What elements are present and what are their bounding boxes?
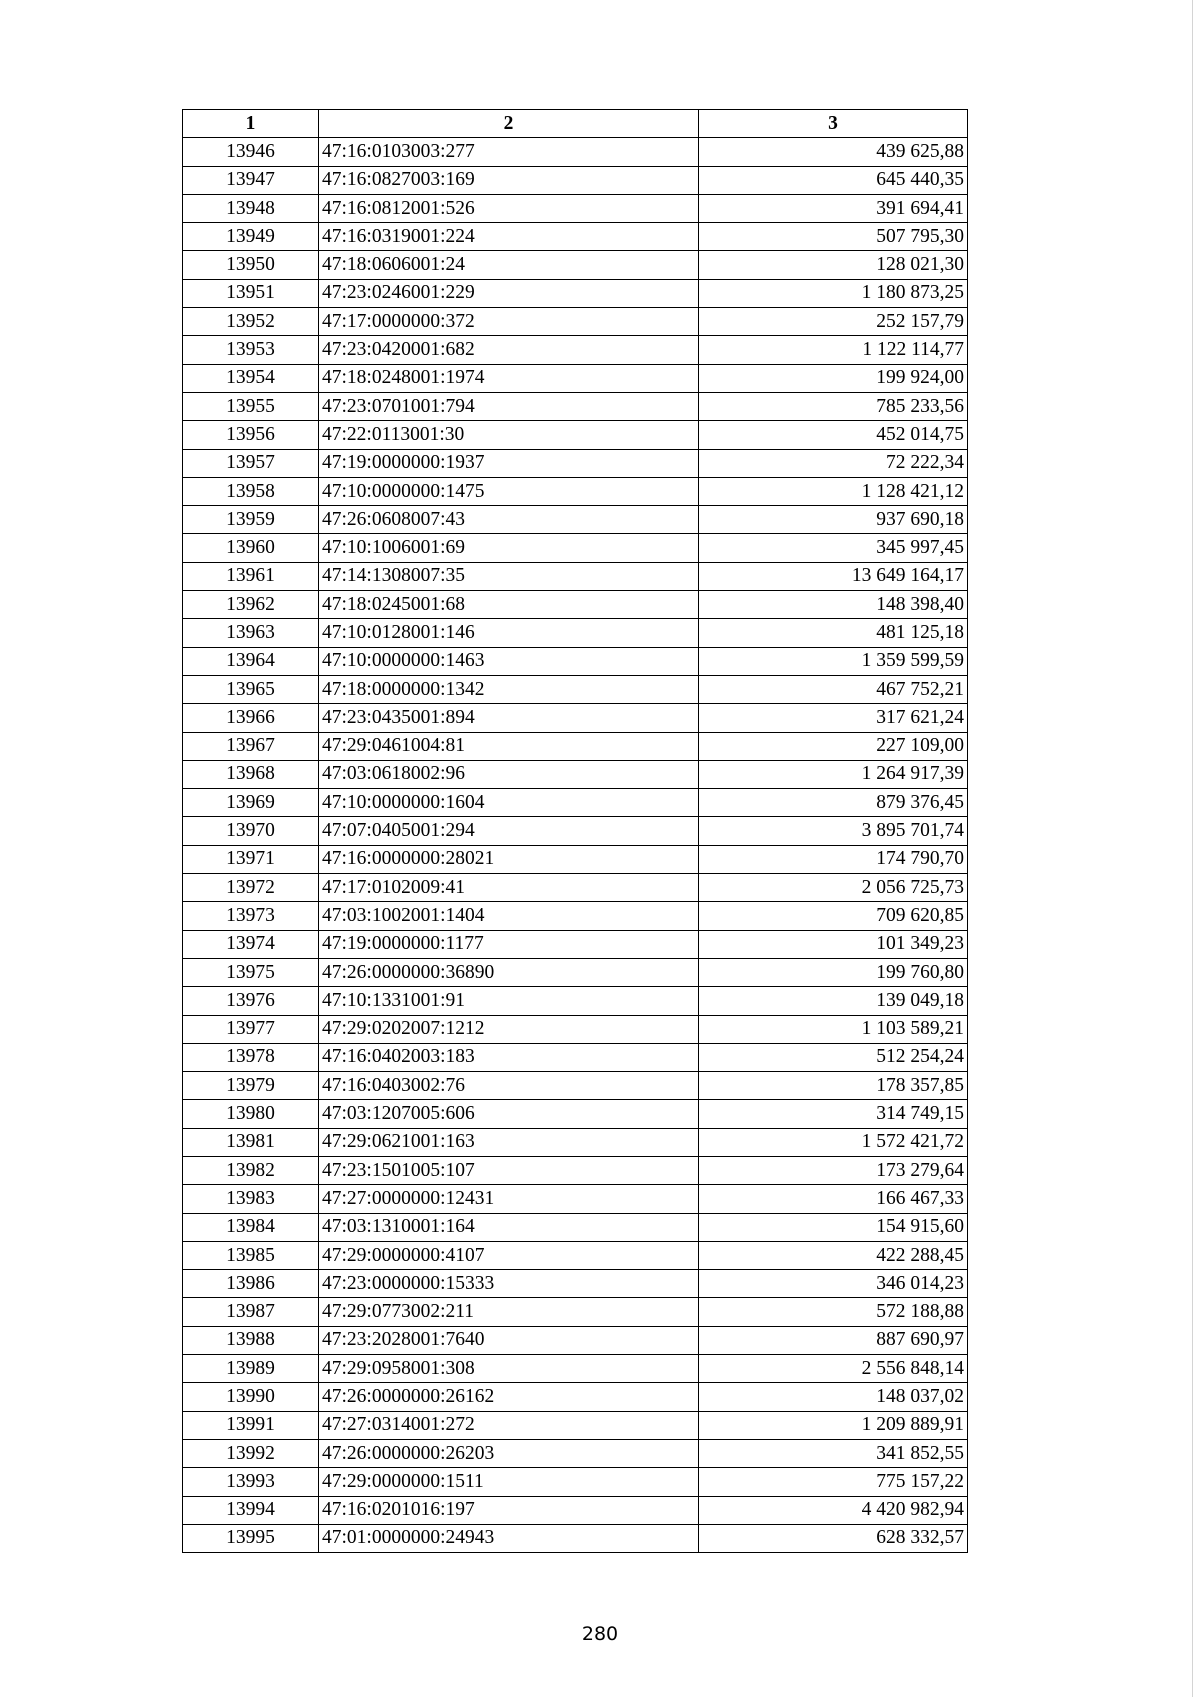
value-cell: 199 924,00 [699, 364, 968, 392]
row-number-cell: 13974 [183, 930, 319, 958]
value-cell: 709 620,85 [699, 902, 968, 930]
value-cell: 4 420 982,94 [699, 1496, 968, 1524]
value-cell: 128 021,30 [699, 251, 968, 279]
value-cell: 1 128 421,12 [699, 477, 968, 505]
value-cell: 178 357,85 [699, 1072, 968, 1100]
row-number-cell: 13993 [183, 1468, 319, 1496]
cadastral-number-cell: 47:16:0812001:526 [319, 194, 699, 222]
table-row [183, 1468, 968, 1496]
value-cell: 645 440,35 [699, 166, 968, 194]
cadastral-number-cell: 47:16:0201016:197 [319, 1496, 699, 1524]
table-row [183, 336, 968, 364]
cadastral-number-cell: 47:29:0773002:211 [319, 1298, 699, 1326]
row-number-cell: 13966 [183, 704, 319, 732]
table-row [183, 1185, 968, 1213]
cadastral-number-cell: 47:23:1501005:107 [319, 1156, 699, 1184]
row-number-cell: 13979 [183, 1072, 319, 1100]
row-number-cell: 13989 [183, 1355, 319, 1383]
cadastral-number-cell: 47:23:2028001:7640 [319, 1326, 699, 1354]
value-cell: 101 349,23 [699, 930, 968, 958]
table-row [183, 1326, 968, 1354]
cadastral-number-cell: 47:01:0000000:24943 [319, 1524, 699, 1552]
table-row [183, 308, 968, 336]
row-number-cell: 13988 [183, 1326, 319, 1354]
row-number-cell: 13995 [183, 1524, 319, 1552]
row-number-cell: 13958 [183, 477, 319, 505]
value-cell: 227 109,00 [699, 732, 968, 760]
value-cell: 507 795,30 [699, 223, 968, 251]
value-cell: 341 852,55 [699, 1439, 968, 1467]
table-row [183, 1270, 968, 1298]
cadastral-number-cell: 47:23:0435001:894 [319, 704, 699, 732]
cadastral-number-cell: 47:26:0608007:43 [319, 506, 699, 534]
cadastral-number-cell: 47:18:0606001:24 [319, 251, 699, 279]
cadastral-number-cell: 47:29:0000000:4107 [319, 1241, 699, 1269]
row-number-cell: 13971 [183, 845, 319, 873]
cadastral-number-cell: 47:26:0000000:26162 [319, 1383, 699, 1411]
cadastral-number-cell: 47:18:0245001:68 [319, 591, 699, 619]
table-row [183, 958, 968, 986]
value-cell: 481 125,18 [699, 619, 968, 647]
cadastral-number-cell: 47:16:0000000:28021 [319, 845, 699, 873]
table-row [183, 647, 968, 675]
cadastral-number-cell: 47:16:0319001:224 [319, 223, 699, 251]
cadastral-number-cell: 47:16:0103003:277 [319, 138, 699, 166]
value-cell: 72 222,34 [699, 449, 968, 477]
cadastral-number-cell: 47:17:0102009:41 [319, 874, 699, 902]
value-cell: 166 467,33 [699, 1185, 968, 1213]
cadastral-number-cell: 47:26:0000000:26203 [319, 1439, 699, 1467]
row-number-cell: 13964 [183, 647, 319, 675]
table-row [183, 845, 968, 873]
row-number-cell: 13965 [183, 675, 319, 703]
cadastral-number-cell: 47:27:0314001:272 [319, 1411, 699, 1439]
value-cell: 1 264 917,39 [699, 760, 968, 788]
value-cell: 467 752,21 [699, 675, 968, 703]
table-row [183, 732, 968, 760]
value-cell: 1 180 873,25 [699, 279, 968, 307]
row-number-cell: 13950 [183, 251, 319, 279]
row-number-cell: 13975 [183, 958, 319, 986]
value-cell: 148 037,02 [699, 1383, 968, 1411]
table-row [183, 506, 968, 534]
value-cell: 199 760,80 [699, 958, 968, 986]
value-cell: 1 209 889,91 [699, 1411, 968, 1439]
row-number-cell: 13963 [183, 619, 319, 647]
table-row [183, 930, 968, 958]
cadastral-number-cell: 47:27:0000000:12431 [319, 1185, 699, 1213]
row-number-cell: 13973 [183, 902, 319, 930]
value-cell: 13 649 164,17 [699, 562, 968, 590]
value-cell: 346 014,23 [699, 1270, 968, 1298]
table-row [183, 1298, 968, 1326]
cadastral-number-cell: 47:10:0128001:146 [319, 619, 699, 647]
table-row [183, 449, 968, 477]
table-row [183, 1100, 968, 1128]
row-number-cell: 13955 [183, 392, 319, 420]
table-body [183, 138, 968, 1553]
row-number-cell: 13978 [183, 1043, 319, 1071]
row-number-cell: 13967 [183, 732, 319, 760]
value-cell: 148 398,40 [699, 591, 968, 619]
cadastral-number-cell: 47:29:0202007:1212 [319, 1015, 699, 1043]
table-row [183, 1015, 968, 1043]
table-row [183, 279, 968, 307]
cadastral-number-cell: 47:29:0958001:308 [319, 1355, 699, 1383]
cadastral-number-cell: 47:16:0402003:183 [319, 1043, 699, 1071]
row-number-cell: 13970 [183, 817, 319, 845]
table-row [183, 364, 968, 392]
row-number-cell: 13948 [183, 194, 319, 222]
column-header-1: 1 [183, 110, 319, 138]
row-number-cell: 13956 [183, 421, 319, 449]
table-row [183, 1439, 968, 1467]
table-row [183, 1383, 968, 1411]
table-row [183, 1213, 968, 1241]
row-number-cell: 13984 [183, 1213, 319, 1241]
value-cell: 391 694,41 [699, 194, 968, 222]
value-cell: 572 188,88 [699, 1298, 968, 1326]
row-number-cell: 13992 [183, 1439, 319, 1467]
column-header-2: 2 [319, 110, 699, 138]
row-number-cell: 13949 [183, 223, 319, 251]
cadastral-number-cell: 47:03:1207005:606 [319, 1100, 699, 1128]
table-row [183, 477, 968, 505]
column-header-3: 3 [699, 110, 968, 138]
table-row [183, 760, 968, 788]
row-number-cell: 13985 [183, 1241, 319, 1269]
value-cell: 173 279,64 [699, 1156, 968, 1184]
cadastral-number-cell: 47:23:0701001:794 [319, 392, 699, 420]
value-cell: 345 997,45 [699, 534, 968, 562]
row-number-cell: 13960 [183, 534, 319, 562]
cadastral-number-cell: 47:18:0000000:1342 [319, 675, 699, 703]
row-number-cell: 13977 [183, 1015, 319, 1043]
cadastral-number-cell: 47:14:1308007:35 [319, 562, 699, 590]
cadastral-number-cell: 47:29:0000000:1511 [319, 1468, 699, 1496]
cadastral-number-cell: 47:10:1006001:69 [319, 534, 699, 562]
table-row [183, 194, 968, 222]
row-number-cell: 13968 [183, 760, 319, 788]
table-row [183, 591, 968, 619]
cadastral-number-cell: 47:19:0000000:1177 [319, 930, 699, 958]
row-number-cell: 13986 [183, 1270, 319, 1298]
table-row [183, 874, 968, 902]
value-cell: 2 556 848,14 [699, 1355, 968, 1383]
value-cell: 154 915,60 [699, 1213, 968, 1241]
cadastral-number-cell: 47:23:0000000:15333 [319, 1270, 699, 1298]
value-cell: 1 103 589,21 [699, 1015, 968, 1043]
cadastral-number-cell: 47:17:0000000:372 [319, 308, 699, 336]
cadastral-number-cell: 47:10:1331001:91 [319, 987, 699, 1015]
row-number-cell: 13961 [183, 562, 319, 590]
cadastral-number-cell: 47:16:0827003:169 [319, 166, 699, 194]
value-cell: 452 014,75 [699, 421, 968, 449]
cadastral-number-cell: 47:23:0246001:229 [319, 279, 699, 307]
cadastral-number-cell: 47:03:1002001:1404 [319, 902, 699, 930]
value-cell: 775 157,22 [699, 1468, 968, 1496]
value-cell: 2 056 725,73 [699, 874, 968, 902]
table-row [183, 562, 968, 590]
cadastral-number-cell: 47:23:0420001:682 [319, 336, 699, 364]
table-row [183, 166, 968, 194]
table-row [183, 1355, 968, 1383]
cadastral-number-cell: 47:03:1310001:164 [319, 1213, 699, 1241]
cadastral-number-cell: 47:10:0000000:1604 [319, 789, 699, 817]
table-row [183, 817, 968, 845]
table-row [183, 1496, 968, 1524]
table-row [183, 987, 968, 1015]
value-cell: 439 625,88 [699, 138, 968, 166]
table-row [183, 619, 968, 647]
table-row [183, 251, 968, 279]
row-number-cell: 13962 [183, 591, 319, 619]
row-number-cell: 13980 [183, 1100, 319, 1128]
row-number-cell: 13959 [183, 506, 319, 534]
value-cell: 252 157,79 [699, 308, 968, 336]
row-number-cell: 13983 [183, 1185, 319, 1213]
table-row [183, 534, 968, 562]
table-row [183, 1524, 968, 1552]
row-number-cell: 13991 [183, 1411, 319, 1439]
table-row [183, 421, 968, 449]
table-row [183, 1156, 968, 1184]
cadastral-number-cell: 47:07:0405001:294 [319, 817, 699, 845]
cadastral-number-cell: 47:18:0248001:1974 [319, 364, 699, 392]
value-cell: 314 749,15 [699, 1100, 968, 1128]
cadastral-number-cell: 47:19:0000000:1937 [319, 449, 699, 477]
row-number-cell: 13990 [183, 1383, 319, 1411]
cadastral-number-cell: 47:10:0000000:1463 [319, 647, 699, 675]
registry-table [182, 109, 968, 1553]
row-number-cell: 13969 [183, 789, 319, 817]
value-cell: 139 049,18 [699, 987, 968, 1015]
table-row [183, 392, 968, 420]
row-number-cell: 13946 [183, 138, 319, 166]
table-row [183, 1241, 968, 1269]
table-header-row [183, 110, 968, 138]
cadastral-number-cell: 47:26:0000000:36890 [319, 958, 699, 986]
row-number-cell: 13981 [183, 1128, 319, 1156]
row-number-cell: 13952 [183, 308, 319, 336]
value-cell: 1 359 599,59 [699, 647, 968, 675]
row-number-cell: 13976 [183, 987, 319, 1015]
value-cell: 887 690,97 [699, 1326, 968, 1354]
value-cell: 422 288,45 [699, 1241, 968, 1269]
cadastral-number-cell: 47:10:0000000:1475 [319, 477, 699, 505]
value-cell: 879 376,45 [699, 789, 968, 817]
cadastral-number-cell: 47:16:0403002:76 [319, 1072, 699, 1100]
row-number-cell: 13954 [183, 364, 319, 392]
row-number-cell: 13947 [183, 166, 319, 194]
table-row [183, 138, 968, 166]
page-edge-divider [1192, 0, 1193, 1697]
cadastral-number-cell: 47:22:0113001:30 [319, 421, 699, 449]
value-cell: 317 621,24 [699, 704, 968, 732]
table-row [183, 789, 968, 817]
value-cell: 174 790,70 [699, 845, 968, 873]
page-number: 280 [581, 1623, 619, 1645]
row-number-cell: 13953 [183, 336, 319, 364]
table-row [183, 704, 968, 732]
value-cell: 937 690,18 [699, 506, 968, 534]
table-row [183, 1043, 968, 1071]
table-row [183, 1411, 968, 1439]
value-cell: 628 332,57 [699, 1524, 968, 1552]
row-number-cell: 13951 [183, 279, 319, 307]
row-number-cell: 13982 [183, 1156, 319, 1184]
cadastral-number-cell: 47:29:0621001:163 [319, 1128, 699, 1156]
value-cell: 1 572 421,72 [699, 1128, 968, 1156]
value-cell: 3 895 701,74 [699, 817, 968, 845]
table-row [183, 1072, 968, 1100]
table-row [183, 675, 968, 703]
row-number-cell: 13957 [183, 449, 319, 477]
cadastral-number-cell: 47:29:0461004:81 [319, 732, 699, 760]
row-number-cell: 13994 [183, 1496, 319, 1524]
table-row [183, 902, 968, 930]
value-cell: 512 254,24 [699, 1043, 968, 1071]
value-cell: 785 233,56 [699, 392, 968, 420]
row-number-cell: 13972 [183, 874, 319, 902]
row-number-cell: 13987 [183, 1298, 319, 1326]
value-cell: 1 122 114,77 [699, 336, 968, 364]
cadastral-number-cell: 47:03:0618002:96 [319, 760, 699, 788]
table-row [183, 223, 968, 251]
table-row [183, 1128, 968, 1156]
